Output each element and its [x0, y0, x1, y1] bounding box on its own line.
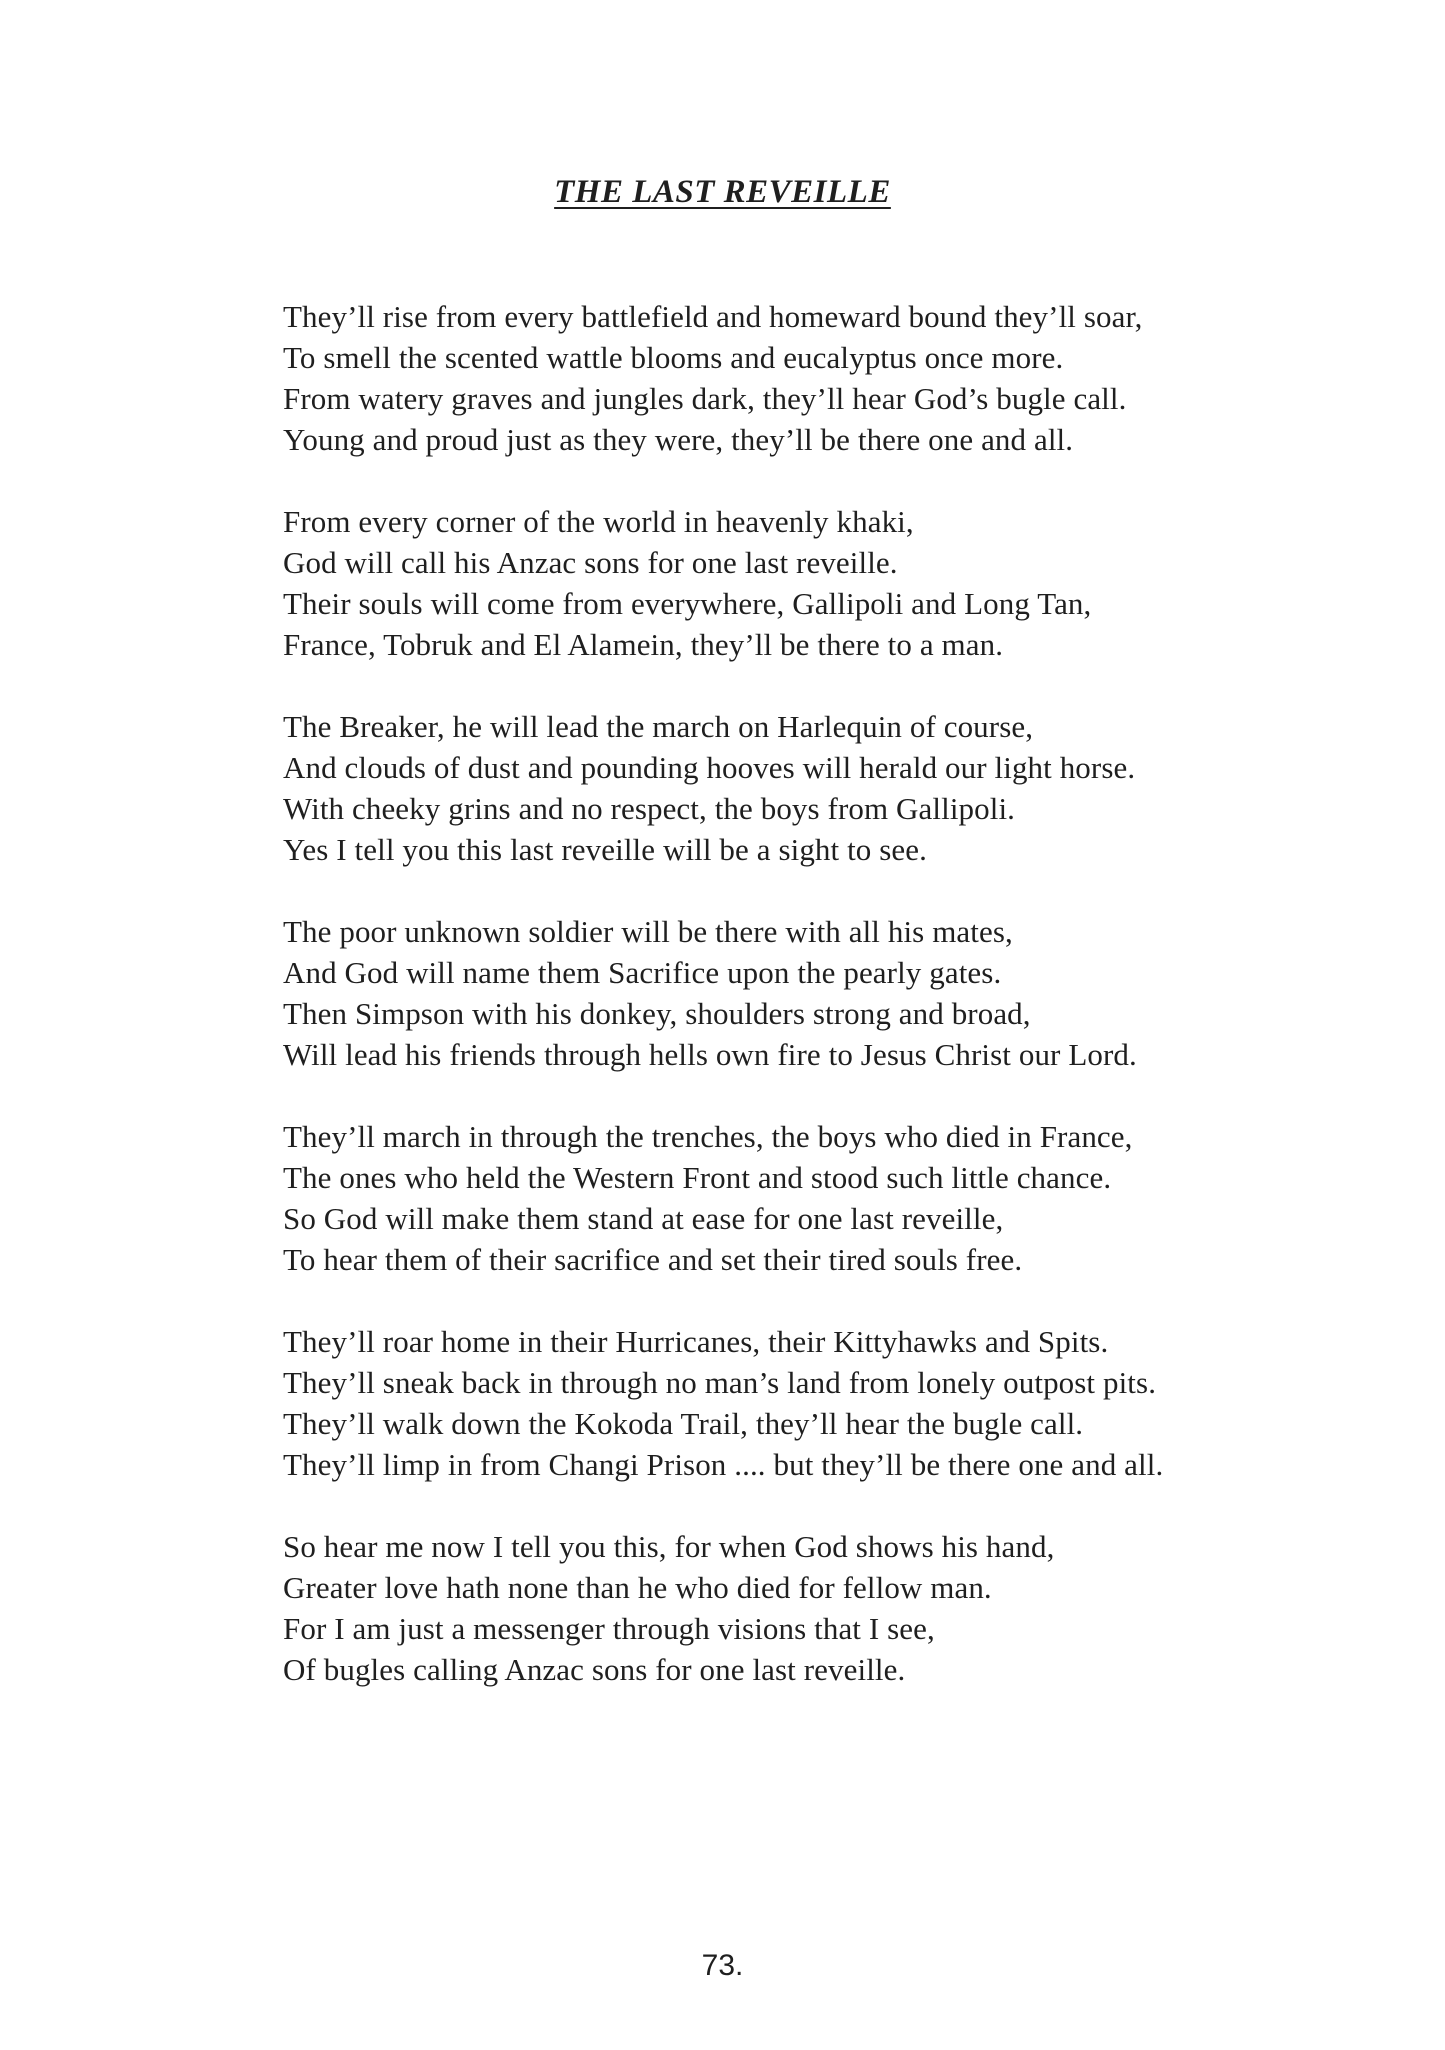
poem-title: THE LAST REVEILLE: [554, 174, 891, 210]
stanza: [283, 501, 1383, 665]
poem-line: They’ll limp in from Changi Prison .... but they’ll be there one and all.: [283, 1447, 1164, 1482]
poem-line: From every corner of the world in heavenly khaki,: [283, 504, 914, 539]
poem-line: France, Tobruk and El Alamein, they’ll be there to a man.: [283, 627, 1004, 662]
poem-line: With cheeky grins and no respect, the boys from Gallipoli.: [283, 791, 1016, 826]
poem-line: And clouds of dust and pounding hooves will herald our light horse.: [283, 750, 1136, 785]
poem-line: They’ll walk down the Kokoda Trail, they’ll hear the bugle call.: [283, 1406, 1084, 1441]
poem-line: They’ll roar home in their Hurricanes, their Kittyhawks and Spits.: [283, 1324, 1109, 1359]
stanza: [283, 1116, 1383, 1280]
poem-line: From watery graves and jungles dark, they’ll hear God’s bugle call.: [283, 381, 1127, 416]
stanza: [283, 911, 1383, 1075]
poem-line: The Breaker, he will lead the march on Harlequin of course,: [283, 709, 1034, 744]
poem-line: They’ll march in through the trenches, the boys who died in France,: [283, 1119, 1133, 1154]
stanza: [283, 296, 1383, 460]
poem-line: So hear me now I tell you this, for when God shows his hand,: [283, 1529, 1055, 1564]
poem-line: The poor unknown soldier will be there with all his mates,: [283, 914, 1013, 949]
poem-line: Yes I tell you this last reveille will be a sight to see.: [283, 832, 927, 867]
poem-line: To smell the scented wattle blooms and eucalyptus once more.: [283, 340, 1064, 375]
poem-line: Greater love hath none than he who died for fellow man.: [283, 1570, 992, 1605]
poem-body: [283, 296, 1383, 1731]
poem-line: Will lead his friends through hells own fire to Jesus Christ our Lord.: [283, 1037, 1137, 1072]
poem-line: God will call his Anzac sons for one last reveille.: [283, 545, 898, 580]
poem-line: So God will make them stand at ease for one last reveille,: [283, 1201, 1004, 1236]
stanza: [283, 706, 1383, 870]
stanza: [283, 1526, 1383, 1690]
poem-line: Of bugles calling Anzac sons for one last reveille.: [283, 1652, 906, 1687]
poem-line: To hear them of their sacrifice and set their tired souls free.: [283, 1242, 1023, 1277]
poem-line: Then Simpson with his donkey, shoulders strong and broad,: [283, 996, 1031, 1031]
poem-line: They’ll rise from every battlefield and homeward bound they’ll soar,: [283, 299, 1143, 334]
poem-line: For I am just a messenger through visions that I see,: [283, 1611, 935, 1646]
poem-line: The ones who held the Western Front and stood such little chance.: [283, 1160, 1112, 1195]
page-number: 73.: [701, 1949, 744, 1982]
poem-line: They’ll sneak back in through no man’s land from lonely outpost pits.: [283, 1365, 1157, 1400]
stanza: [283, 1321, 1383, 1485]
poem-line: Their souls will come from everywhere, Gallipoli and Long Tan,: [283, 586, 1092, 621]
poem-line: And God will name them Sacrifice upon the pearly gates.: [283, 955, 1002, 990]
poem-line: Young and proud just as they were, they’ll be there one and all.: [283, 422, 1074, 457]
